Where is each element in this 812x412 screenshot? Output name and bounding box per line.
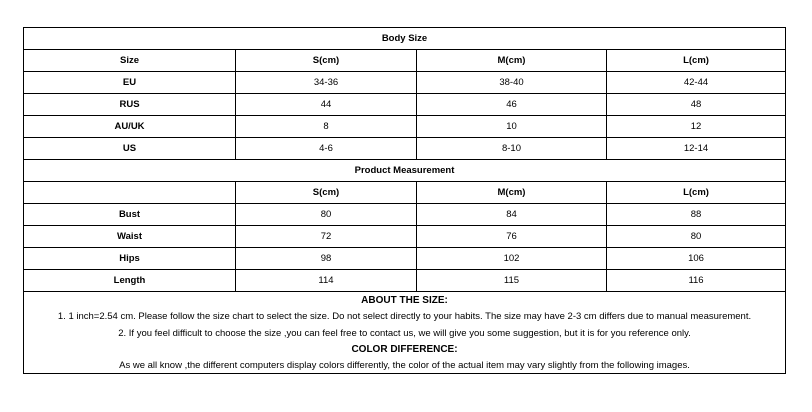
- color-difference-line: As we all know ,the different computers display colors differently, the color of the actual item may vary slightly from the following images.: [119, 360, 690, 371]
- header-s: S(cm): [236, 50, 417, 72]
- cell-m: 115: [417, 270, 607, 292]
- cell-l: 12-14: [607, 138, 786, 160]
- header-s: S(cm): [236, 182, 417, 204]
- cell-m: 46: [417, 94, 607, 116]
- cell-s: 4-6: [236, 138, 417, 160]
- cell-s: 80: [236, 204, 417, 226]
- cell-m: 102: [417, 248, 607, 270]
- header-size: Size: [24, 50, 236, 72]
- table-row: [24, 204, 786, 226]
- cell-l: 12: [607, 116, 786, 138]
- cell-s: 98: [236, 248, 417, 270]
- cell-l: 106: [607, 248, 786, 270]
- cell-s: 72: [236, 226, 417, 248]
- size-chart-table: [23, 27, 786, 374]
- row-label: US: [24, 138, 236, 160]
- notes-row: [24, 292, 786, 374]
- body-size-title-row: [24, 28, 786, 50]
- body-size-title: Body Size: [24, 28, 786, 50]
- notes-cell: [24, 292, 786, 374]
- product-measurement-header-row: [24, 182, 786, 204]
- cell-l: 48: [607, 94, 786, 116]
- cell-m: 8-10: [417, 138, 607, 160]
- cell-l: 88: [607, 204, 786, 226]
- cell-l: 80: [607, 226, 786, 248]
- header-l: L(cm): [607, 182, 786, 204]
- row-label: EU: [24, 72, 236, 94]
- table-row: [24, 72, 786, 94]
- header-l: L(cm): [607, 50, 786, 72]
- body-size-header-row: [24, 50, 786, 72]
- cell-m: 10: [417, 116, 607, 138]
- table-row: [24, 116, 786, 138]
- cell-s: 44: [236, 94, 417, 116]
- row-label: Waist: [24, 226, 236, 248]
- product-measurement-title-row: [24, 160, 786, 182]
- cell-s: 114: [236, 270, 417, 292]
- table-row: [24, 138, 786, 160]
- row-label: AU/UK: [24, 116, 236, 138]
- header-m: M(cm): [417, 182, 607, 204]
- cell-m: 84: [417, 204, 607, 226]
- table-row: [24, 270, 786, 292]
- product-measurement-title: Product Measurement: [24, 160, 786, 182]
- about-size-line-2: 2. If you feel difficult to choose the size ,you can feel free to contact us, we will give you some suggestion, but it is for you reference only.: [118, 327, 691, 339]
- table-row: [24, 248, 786, 270]
- header-empty: [24, 182, 236, 204]
- row-label: Hips: [24, 248, 236, 270]
- cell-l: 116: [607, 270, 786, 292]
- cell-m: 38-40: [417, 72, 607, 94]
- table-row: [24, 226, 786, 248]
- table-row: [24, 94, 786, 116]
- about-size-line-1: 1. 1 inch=2.54 cm. Please follow the size chart to select the size. Do not select directly to your habits. The size may have 2-3 cm differs due to manual measurement.: [57, 311, 752, 322]
- cell-s: 8: [236, 116, 417, 138]
- row-label: RUS: [24, 94, 236, 116]
- cell-m: 76: [417, 226, 607, 248]
- header-m: M(cm): [417, 50, 607, 72]
- cell-s: 34-36: [236, 72, 417, 94]
- about-size-heading: ABOUT THE SIZE:: [361, 295, 448, 306]
- row-label: Length: [24, 270, 236, 292]
- color-difference-heading: COLOR DIFFERENCE:: [351, 344, 458, 355]
- row-label: Bust: [24, 204, 236, 226]
- cell-l: 42-44: [607, 72, 786, 94]
